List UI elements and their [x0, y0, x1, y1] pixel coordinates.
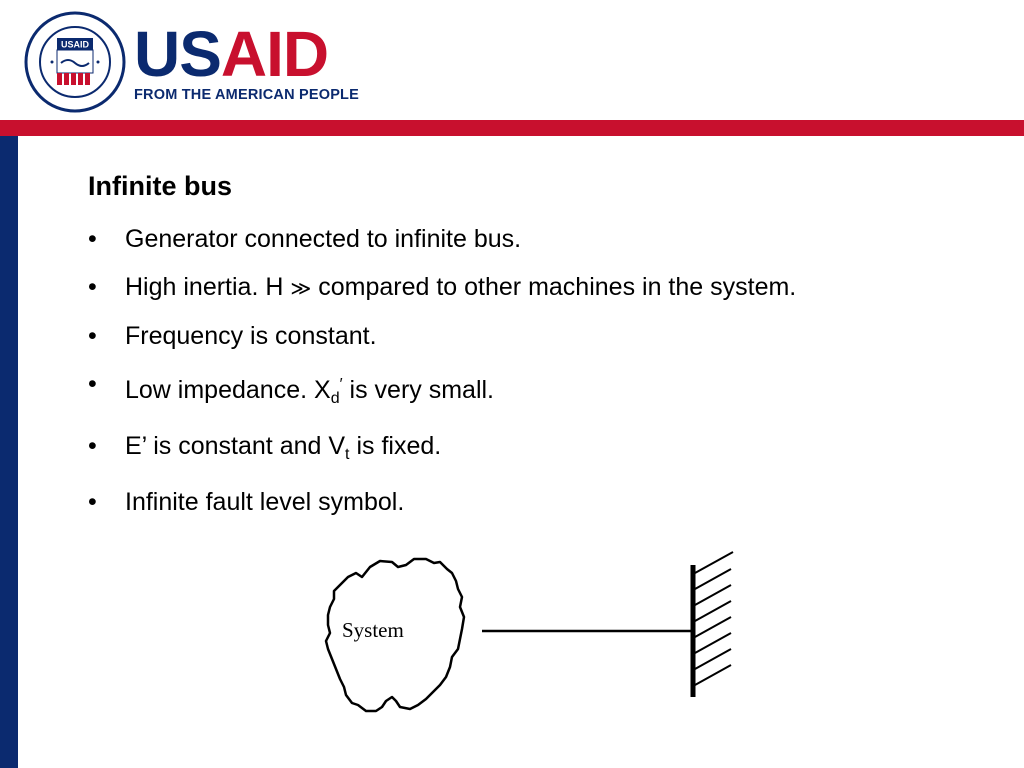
bullet-text: Frequency is constant. — [125, 322, 377, 350]
subscript: d — [330, 390, 340, 407]
tagline: FROM THE AMERICAN PEOPLE — [134, 87, 359, 103]
superscript: ′ — [339, 376, 343, 393]
bullet-glyph: • — [88, 273, 97, 301]
bullet-glyph: • — [88, 432, 97, 460]
usaid-seal-icon — [24, 11, 126, 113]
much-greater-symbol: ≫ — [290, 276, 312, 300]
left-blue-bar — [0, 136, 18, 768]
subscript: t — [345, 446, 350, 463]
bullet-glyph: • — [88, 370, 97, 398]
header — [0, 0, 1024, 120]
bullet-item — [88, 431, 908, 470]
slide-title: Infinite bus — [88, 171, 232, 201]
bullet-text: Generator connected to infinite bus. — [125, 225, 522, 253]
bullet-text: Low impedance. X — [125, 376, 331, 404]
bullet-item — [88, 272, 908, 304]
bullet-text: Infinite fault level symbol. — [125, 488, 405, 516]
bullet-glyph: • — [88, 225, 97, 253]
bullet-text: High inertia. H — [125, 273, 291, 301]
system-label: System — [342, 618, 404, 642]
bullet-glyph: • — [88, 488, 97, 516]
infinite-bus-ground-icon — [695, 552, 733, 685]
bullet-glyph: • — [88, 322, 97, 350]
bullet-text: E’ is constant and V — [125, 432, 346, 460]
bullet-text: is fixed. — [349, 432, 442, 460]
bullet-item — [88, 369, 908, 414]
wordmark-aid: AID — [220, 18, 329, 90]
bullet-text: is very small. — [342, 376, 494, 404]
header-red-bar — [0, 120, 1024, 136]
bullet-item — [88, 487, 908, 518]
svg-text:USAID: USAID — [60, 39, 90, 50]
usaid-wordmark — [134, 18, 359, 103]
bullet-list — [88, 224, 908, 535]
infinite-bus-diagram — [300, 545, 760, 725]
bullet-item — [88, 224, 908, 255]
wordmark-us: US — [134, 18, 221, 90]
bullet-item — [88, 321, 908, 352]
bullet-text: compared to other machines in the system. — [311, 273, 797, 301]
